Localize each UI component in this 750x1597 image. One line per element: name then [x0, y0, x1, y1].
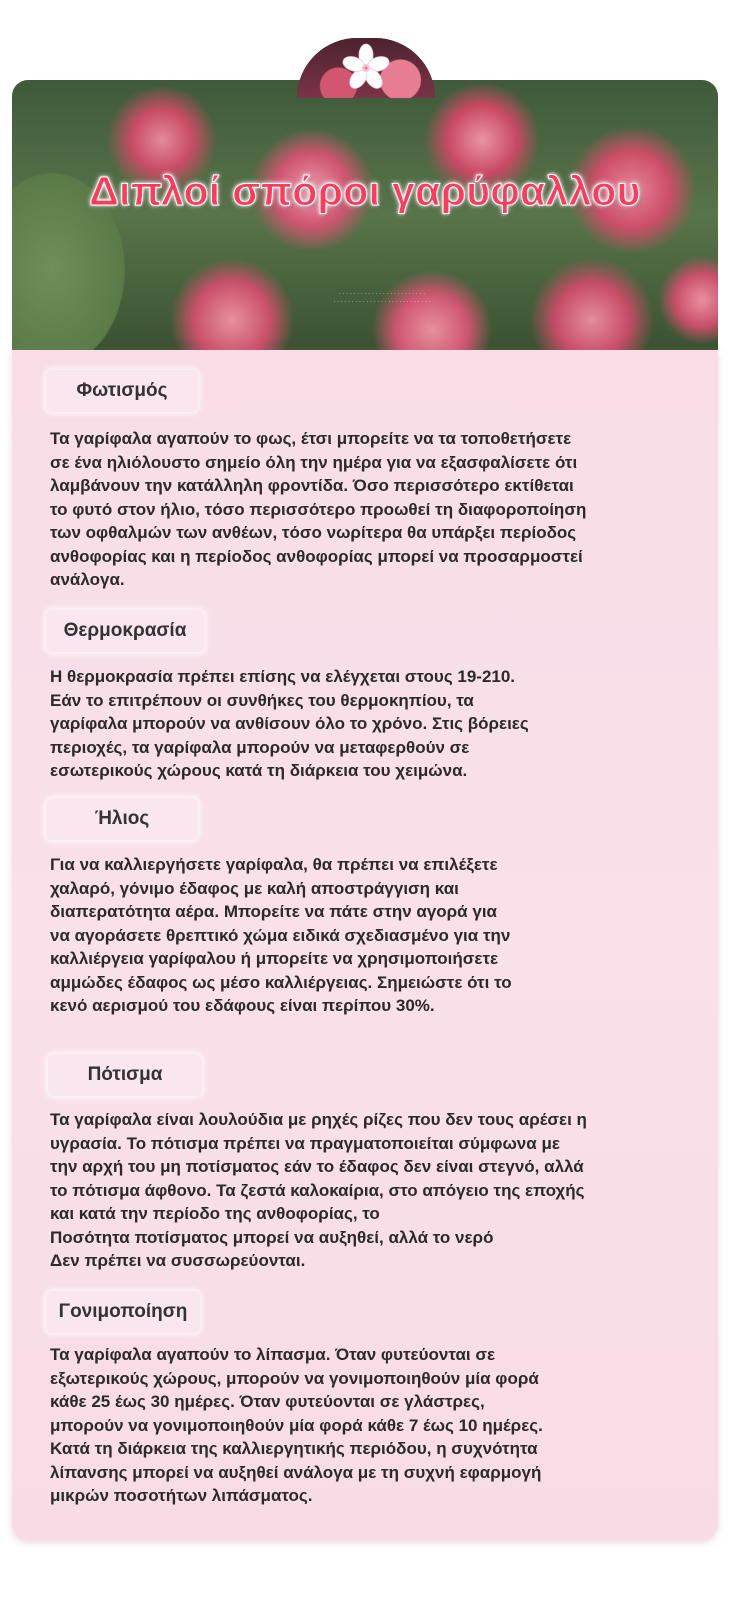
section-label-watering: Πότισμα: [48, 1054, 202, 1096]
page-title: Διπλοί σπόροι γαρύφαλλου: [89, 168, 641, 214]
section-label-sun: Ήλιος: [46, 798, 198, 840]
section-label-fertilization: Γονιμοποίηση: [46, 1291, 200, 1333]
section-label-temperature: Θερμοκρασία: [46, 610, 204, 652]
section-text-lighting: Τα γαρίφαλα αγαπούν το φως, έτσι μπορείτε να τα τοποθετήσετε σε ένα ηλιόλουστο σημείο όλη την ημέρα για να εξασφαλίσετε ότι λαμβάνουν την κατάλληλη φροντίδα. Όσο περισσότερο εκτίθεται το φυτό στον ήλιο, τόσο περισσότερο προωθεί τη διαφοροποίηση των οφθαλμών των ανθέων, τόσο νωρίτερα θα υπάρξει περίοδος ανθοφορίας και η περίοδος ανθοφορίας μπορεί να προσαρμοστεί ανάλογα.: [50, 429, 587, 589]
section-text-temperature: Η θερμοκρασία πρέπει επίσης να ελέγχεται στους 19-210. Εάν το επιτρέπουν οι συνθήκες του θερμοκηπίου, τα γαρίφαλα μπορούν να ανθίσουν όλο το χρόνο. Στις βόρειες περιοχές, τα γαρίφαλα μπορούν να μεταφερθούν σε εσωτερικούς χώρους κατά τη διάρκεια του χειμώνα.: [50, 667, 529, 780]
hero-banner: [12, 80, 718, 350]
top-tab: [297, 38, 435, 98]
flower-icon: [340, 42, 392, 94]
section-text-sun: Για να καλλιεργήσετε γαρίφαλα, θα πρέπει να επιλέξετε χαλαρό, γόνιμο έδαφος με καλή αποστράγγιση και διαπερατότητα αέρα. Μπορείτε να πάτε στην αγορά για να αγοράσετε θρεπτικό χώμα ειδικά σχεδιασμένο για την καλλιέργεια γαρίφαλου ή μπορείτε να χρησιμοποιήσετε αμμώδες έδαφος ως μέσο καλλιέργειας. Σημειώστε ότι το κενό αερισμού του εδάφους είναι περίπου 30%.: [50, 855, 512, 1015]
hero-caption-decoration: · · · · · · · · · · · · · · · · · · · · · · · · · · · · · · · · · · · · · · · · · · · · · · · · · · ·: [333, 291, 431, 305]
section-text-fertilization: Τα γαρίφαλα αγαπούν το λίπασμα. Όταν φυτεύονται σε εξωτερικούς χώρους, μπορούν να γονιμοποιηθούν μία φορά κάθε 25 έως 30 ημέρες. Όταν φυτεύονται σε γλάστρες, μπορούν να γονιμοποιηθούν μία φορά κάθε 7 έως 10 ημέρες. Κατά τη διάρκεια της καλλιεργητικής περιόδου, η συχνότητα λίπανσης μπορεί να αυξηθεί ανάλογα με τη συχνή εφαρμογή μικρών ποσοτήτων λιπάσματος.: [50, 1345, 543, 1505]
section-text-watering: Τα γαρίφαλα είναι λουλούδια με ρηχές ρίζες που δεν τους αρέσει η υγρασία. Το πότισμα πρέπει να πραγματοποιείται σύμφωνα με την αρχή του μη ποτίσματος εάν το έδαφος δεν είναι στεγνό, αλλά το πότισμα άφθονο. Τα ζεστά καλοκαίρια, στο απόγειο της εποχής και κατά την περίοδο της ανθοφορίας, το Ποσότητα ποτίσματος μπορεί να αυξηθεί, αλλά το νερό Δεν πρέπει να συσσωρεύονται.: [50, 1110, 587, 1270]
content-card: [12, 350, 718, 1540]
section-label-lighting: Φωτισμός: [46, 370, 198, 412]
